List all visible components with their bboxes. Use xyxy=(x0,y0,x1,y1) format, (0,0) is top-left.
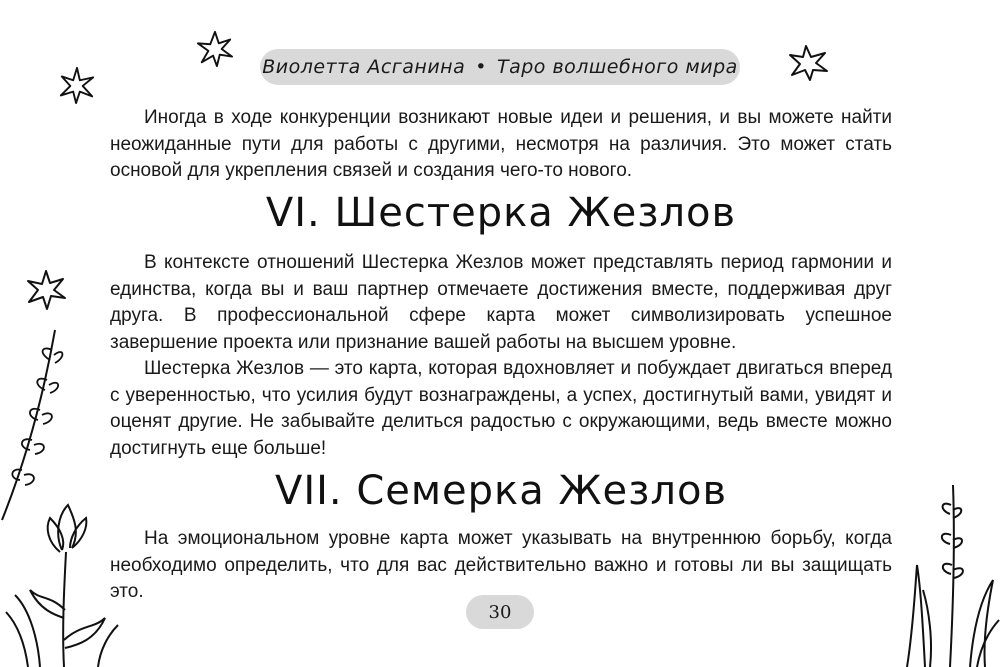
paragraph-six-1 xyxy=(110,250,892,356)
header-book-title: Таро волшебного мира xyxy=(496,56,738,78)
header-author: Виолетта Асганина xyxy=(262,56,466,78)
running-header xyxy=(260,49,740,85)
paragraph-text: Иногда в ходе конкуренции возникают новые идеи и решения, и вы можете найти неожиданные пути для работы с другими, несмотря на различия. Это может стать основой для укрепления связей и создания чего-то нового. xyxy=(110,107,892,181)
paragraph-intro xyxy=(110,105,892,185)
star-icon xyxy=(196,30,234,68)
header-separator: • xyxy=(475,56,487,78)
paragraph-seven-1 xyxy=(110,526,892,606)
section-heading-seven: VII. Семерка Жезлов xyxy=(274,468,728,514)
section-heading-six: VI. Шестерка Жезлов xyxy=(265,190,737,236)
paragraph-six-2 xyxy=(110,356,892,462)
star-icon xyxy=(26,270,66,310)
page-number-text: 30 xyxy=(488,601,512,623)
branch-icon xyxy=(0,325,70,525)
star-icon xyxy=(58,66,96,104)
page-number xyxy=(466,595,534,629)
star-icon xyxy=(788,45,828,81)
paragraph-text: В контексте отношений Шестерка Жезлов может представлять период гармонии и единства, когда вы и ваш партнер отмечаете достижения вместе, поддерживая друг друга. В профессиональной сфере карта может символизировать успешное завершение проекта или признание вашей работы на высшем уровне. xyxy=(110,252,892,353)
paragraph-text: Шестерка Жезлов — это карта, которая вдохновляет и побуждает двигаться вперед с уверенностью, что усилия будут вознаграждены, а успех, достигнутый вами, увидят и оценят другие. Не забывайте делиться радостью с окружающими, ведь вместе можно достигнуть еще больше! xyxy=(110,358,892,459)
grass-icon xyxy=(895,480,1000,667)
paragraph-text: На эмоциональном уровне карта может указывать на внутреннюю борьбу, когда необходимо определить, что для вас действительно важно и готовы ли вы защищать это. xyxy=(110,528,892,602)
